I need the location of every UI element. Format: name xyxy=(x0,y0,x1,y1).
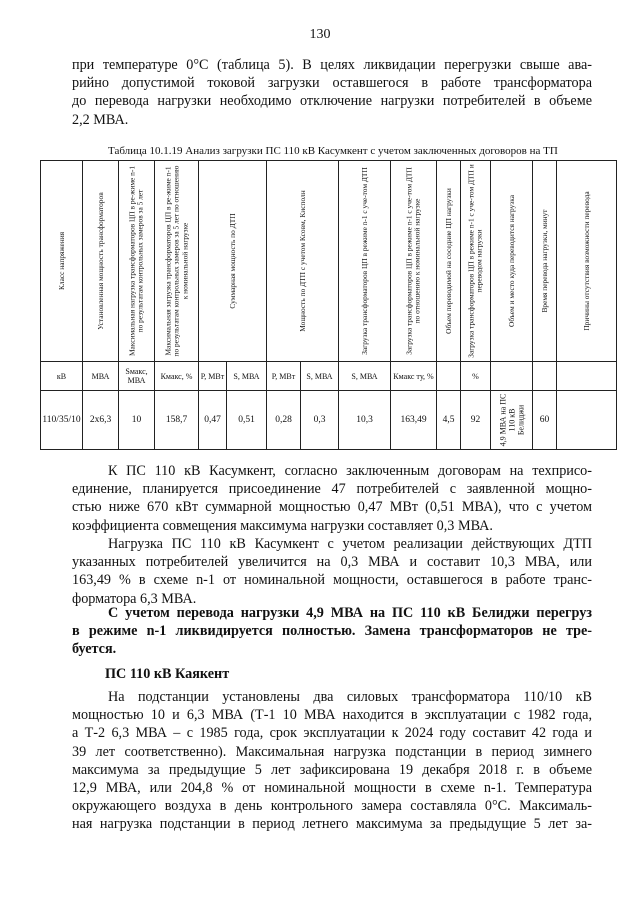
table-cell: 10 xyxy=(119,391,155,450)
table-unit-cell: МВА xyxy=(83,362,119,391)
table-cell: 60 xyxy=(533,391,557,450)
text-line: окружающего воздуха в день контрольного замера составляла 0°С. Максималь- xyxy=(72,798,592,815)
table-cell: 110/35/10 xyxy=(41,391,83,450)
text-line: указанных потребителей увеличится на 0,3 МВА и составит 10,3 МВА, или xyxy=(72,554,592,571)
paragraph-load-increase xyxy=(72,535,592,608)
table-caption: Таблица 10.1.19 Анализ загрузки ПС 110 кВ Касумкент с учетом заключенных договоров на ТП xyxy=(108,145,558,157)
text-line: рийно допустимой токовой загрузки оставшегося в работе трансформатора xyxy=(72,75,592,92)
text-line: коэффициента совмещения максимума нагрузки составляет 0,3 МВА. xyxy=(72,517,493,534)
table-header-cell: Класс напряжения xyxy=(41,161,83,362)
table-header-cell: Объем и место куда переводится нагрузка xyxy=(491,161,533,362)
paragraph-connections xyxy=(72,462,592,535)
table-unit-cell xyxy=(533,362,557,391)
table-unit-cell: S, МВА xyxy=(301,362,339,391)
load-analysis-table xyxy=(40,160,617,450)
text-line: до перевода нагрузки необходимо отключение нагрузки потребителей в объеме xyxy=(72,93,592,110)
text-line: С учетом перевода нагрузки 4,9 МВА на ПС 110 кВ Белиджи перегруз xyxy=(108,605,592,621)
table-unit-cell: Кмакс ту, % xyxy=(391,362,437,391)
table-unit-cell: S, МВА xyxy=(227,362,267,391)
table-unit-cell xyxy=(437,362,461,391)
table-unit-cell: Р, МВт xyxy=(267,362,301,391)
table-header-cell: Установленная мощность трансформаторов xyxy=(83,161,119,362)
text-line: а Т-2 6,3 МВА – с 1985 года, срок эксплуатации к 2024 году составит 42 года и xyxy=(72,725,592,742)
text-line: стью ниже 670 кВт суммарной мощностью 0,47 МВт (0,51 МВА), что с учетом xyxy=(72,499,592,516)
table-unit-cell xyxy=(491,362,533,391)
table-header-cell: Мощность по ДТП с учетом Ксовм, Кисполн xyxy=(267,161,339,362)
table-unit-cell: Р, МВт xyxy=(199,362,227,391)
table-cell: 10,3 xyxy=(339,391,391,450)
text-line: 2,2 МВА. xyxy=(72,111,129,128)
text-line: в режиме n-1 ликвидируется полностью. Замена трансформаторов не тре- xyxy=(72,623,592,640)
table-unit-cell: S, МВА xyxy=(339,362,391,391)
table-header-cell: Время перевода нагрузки, минут xyxy=(533,161,557,362)
table-header-cell: Загрузка трансформаторов ЦП в режиме n-1 с уче-том ДТП и переводом нагрузки xyxy=(461,161,491,362)
table-cell: 0,47 xyxy=(199,391,227,450)
table-unit-cell xyxy=(557,362,617,391)
text-line: 163,49 % в схеме n-1 от номинальной мощности, оставшегося в работе транс- xyxy=(72,572,592,589)
table-header-cell: Загрузка трансформаторов ЦП в режиме n-1 с уче-том ДТП по отношению к номинальной нагрузке xyxy=(391,161,437,362)
text-line: при температуре 0°С (таблица 5). В целях ликвидации перегрузки свыше ава- xyxy=(72,57,592,73)
table-unit-cell: кВ xyxy=(41,362,83,391)
text-line: мощностью 10 и 6,3 МВА (Т-1 10 МВА находится в эксплуатации с 1982 года, xyxy=(72,707,592,724)
table-header-cell: Максимальная загрузка трансформаторов ЦП в ре-жиме n-1 по результатам контрольных замеров за 5 лет по отношению к номинальной нагрузке xyxy=(155,161,199,362)
text-line: ная нагрузка подстанции в период летнего максимума за предыдущие 5 лет за- xyxy=(72,816,592,833)
table-cell: 2х6,3 xyxy=(83,391,119,450)
text-line: 39 лет соответственно). Максимальная нагрузка подстанции в период зимнего xyxy=(72,743,592,760)
table-cell xyxy=(557,391,617,450)
table-unit-cell: Кмакс, % xyxy=(155,362,199,391)
table-cell: 4,9 МВА на ПС 110 кВ Белиджи xyxy=(491,391,533,450)
table-cell: 0,3 xyxy=(301,391,339,450)
text-line: На подстанции установлены два силовых трансформатора 110/10 кВ xyxy=(108,689,592,705)
table-cell: 158,7 xyxy=(155,391,199,450)
table-header-cell: Загрузка трансформаторов ЦП в режиме n-1 с уче-том ДТП xyxy=(339,161,391,362)
text-line: буется. xyxy=(72,641,117,658)
table-cell: 92 xyxy=(461,391,491,450)
table-unit-cell: % xyxy=(461,362,491,391)
text-line: форматора 6,3 МВА. xyxy=(72,590,197,607)
table-header-cell: Суммарная мощность по ДТП xyxy=(199,161,267,362)
table-header-cell: Объем переводимой на соседние ЦП нагрузки xyxy=(437,161,461,362)
table-cell: 0,28 xyxy=(267,391,301,450)
table-header-cell: Причины отсутствия возможности перевода xyxy=(557,161,617,362)
text-line: единение, планируется присоединение 47 потребителей с заявленной мощно- xyxy=(72,481,592,498)
paragraph-kayakent xyxy=(72,688,592,834)
table-unit-cell: Sмакс, МВА xyxy=(119,362,155,391)
intro-paragraph xyxy=(72,56,592,129)
table-units-row xyxy=(41,362,617,391)
page-number: 130 xyxy=(309,27,331,42)
table-header-cell: Максимальная нагрузка трансформаторов ЦП в ре-жиме n-1 по результатам контрольных замеров за 5 лет xyxy=(119,161,155,362)
table-cell: 0,51 xyxy=(227,391,267,450)
text-line: Нагрузка ПС 110 кВ Касумкент с учетом реализации действующих ДТП xyxy=(108,536,592,552)
table-row xyxy=(41,391,617,450)
text-line: максимума за предыдущие 5 лет зафиксирована 19 декабря 2018 г. в объеме xyxy=(72,761,592,778)
section-heading: ПС 110 кВ Каякент xyxy=(105,666,230,682)
table-cell: 163,49 xyxy=(391,391,437,450)
text-line: К ПС 110 кВ Касумкент, согласно заключенным договорам на техприсо- xyxy=(108,463,592,479)
text-line: 12,9 МВА, или 204,8 % от номинальной мощности в схеме n-1. Температура xyxy=(72,780,592,797)
table-header-row xyxy=(41,161,617,362)
conclusion-paragraph xyxy=(72,604,592,659)
table-cell: 4,5 xyxy=(437,391,461,450)
